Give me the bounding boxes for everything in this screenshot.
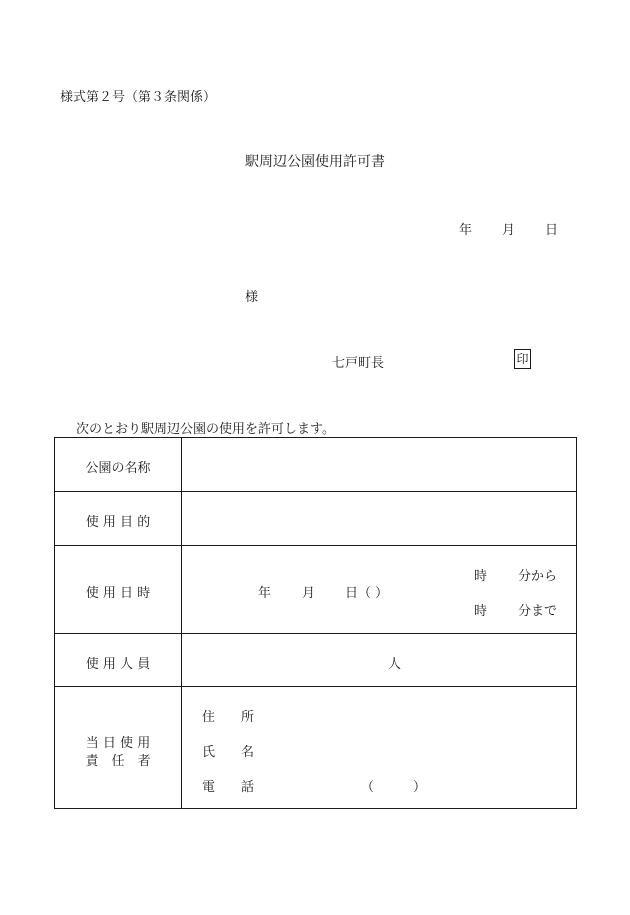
park-name-label: 公園の名称: [85, 461, 151, 476]
people-count-label: 使 用 人 員: [85, 657, 151, 672]
responsible-label-line2: 責 任 者: [85, 754, 151, 769]
park-name-field[interactable]: [182, 438, 577, 491]
date-day-label: 日: [545, 223, 559, 238]
end-hour-label: 時: [474, 604, 488, 619]
end-minute-label: 分まで: [518, 604, 558, 619]
start-minute-label: 分から: [518, 569, 558, 584]
addressee-honorific: 様: [245, 290, 259, 305]
table-row-divider: [55, 686, 576, 687]
date-month-label: 月: [502, 223, 516, 238]
purpose-label: 使 用 目 的: [85, 515, 151, 530]
datetime-label: 使 用 日 時: [85, 586, 151, 601]
date-year-label: 年: [459, 223, 473, 238]
use-day-label: 日（ ）: [345, 586, 389, 601]
purpose-field[interactable]: [182, 492, 577, 545]
responsible-label-line1: 当 日 使 用: [85, 736, 151, 751]
phone-area-code-parens: （ ）: [361, 780, 427, 795]
table-row-divider: [55, 545, 576, 546]
document-title: 駅周辺公園使用許可書: [245, 154, 385, 170]
use-month-label: 月: [302, 586, 316, 601]
issuer-name: 七戸町長: [332, 356, 385, 371]
start-hour-label: 時: [474, 569, 488, 584]
address-label: 住 所: [202, 710, 255, 725]
seal-mark: 印: [514, 349, 531, 369]
table-row-divider: [55, 633, 576, 634]
name-label: 氏 名: [202, 745, 255, 760]
intro-text: 次のとおり駅周辺公園の使用を許可します。: [76, 422, 335, 437]
people-unit: 人: [388, 657, 402, 672]
phone-label: 電 話: [202, 780, 255, 795]
use-year-label: 年: [258, 586, 272, 601]
form-number: 様式第２号（第３条関係）: [60, 90, 217, 105]
permit-table: [54, 437, 577, 809]
